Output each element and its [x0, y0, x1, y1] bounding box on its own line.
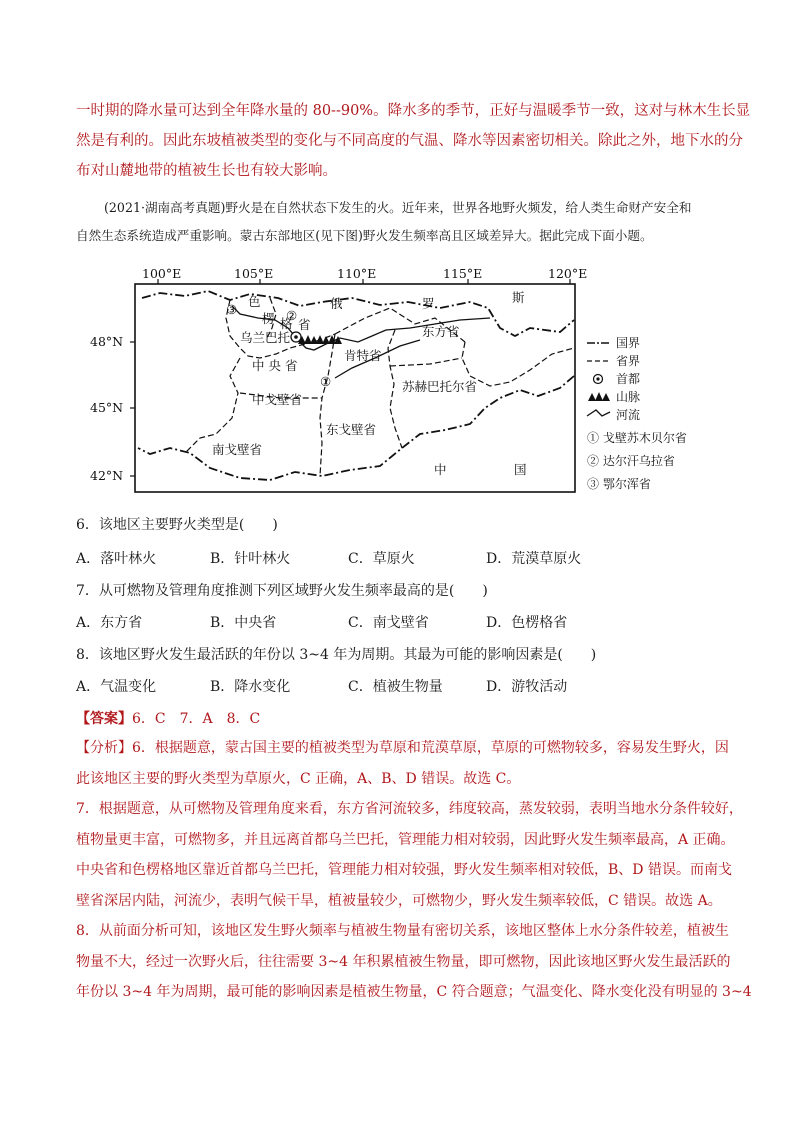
option-a[interactable]: A．东方省: [76, 615, 143, 631]
analysis-line: 8．从前面分析可知，该地区发生野火频率与植被生物量有密切关系，该地区整体上水分条件较差，植被生: [76, 923, 729, 939]
question-stem: 8．该地区野火发生最活跃的年份以 3~4 年为周期。其最为可能的影响因素是( ): [76, 647, 597, 663]
region-label: 苏赫巴托尔省: [402, 379, 478, 394]
question-stem: 6．该地区主要野火类型是( ): [76, 517, 278, 533]
legend-label: 河流: [616, 408, 641, 422]
lon-tick-label: 120°E: [548, 266, 588, 281]
region-label: 中戈壁省: [252, 392, 303, 407]
tick-marks: [130, 279, 570, 476]
option-b[interactable]: B．降水变化: [210, 679, 291, 695]
region-label: 东戈壁省: [326, 422, 377, 437]
legend-label: 首都: [616, 372, 641, 386]
option-d[interactable]: D．荒漠草原火: [486, 551, 582, 567]
region-label: 肯特省: [344, 348, 382, 363]
analysis-line: 7．根据题意，从可燃物及管理角度来看，东方省河流较多，纬度较高，蒸发较弱，表明当地水分条件较好，: [76, 801, 743, 817]
lat-tick-label: 42°N: [90, 468, 124, 483]
legend-note: ③ 鄂尔浑省: [587, 477, 651, 491]
region-label: 格: [280, 316, 293, 331]
lon-tick-label: 105°E: [234, 266, 274, 281]
analysis-line: 植物量更丰富，可燃物多，并且远离首都乌兰巴托，管理能力相对较弱，因此野火发生频率最高，A 正确。: [76, 831, 735, 848]
answer-label: 【答案】: [76, 711, 132, 727]
region-label: 中: [434, 462, 447, 477]
national-border: [142, 291, 574, 336]
lon-tick-label: 100°E: [142, 266, 182, 281]
region-label: 俄: [330, 296, 343, 311]
region-label: 色: [248, 294, 261, 309]
answer-text: 6．C 7．A 8．C: [132, 711, 261, 727]
paragraph-line: 一时期的降水量可达到全年降水量的 80--90%。降水多的季节，正好与温暖季节一致，这对与林木生长显: [76, 103, 751, 119]
region-label: 省: [298, 317, 311, 332]
option-a[interactable]: A．落叶林火: [76, 551, 157, 567]
province-marker: ②: [286, 308, 298, 323]
province-marker: ①: [320, 374, 332, 389]
analysis-line: 壁省深居内陆，河流少，表明气候干旱，植被量较少，可燃物少，野火发生频率较低，C 错误。故选 A。: [76, 892, 722, 909]
answer-line: [76, 708, 260, 728]
question-intro: [76, 194, 726, 250]
analysis-line: 年份以 3~4 年为周期，最可能的影响因素是植被生物量，C 符合题意；气温变化、降水变化没有明显的 3~4: [76, 984, 752, 1000]
analysis-line: 中央省和色楞格地区靠近首都乌兰巴托，管理能力相对较强，野火发生频率相对较低，B、D 错误。而南戈: [76, 862, 732, 878]
mongolia-wildfire-map: [90, 258, 790, 508]
legend-label: 山脉: [616, 390, 641, 404]
intro-line: 自然生态系统造成严重影响。蒙古东部地区(见下图)野火发生频率高且区域差异大。据此完成下面小题。: [76, 228, 653, 243]
lon-tick-label: 110°E: [337, 266, 377, 281]
legend-note: ② 达尔汗乌拉省: [587, 454, 675, 468]
analysis-line: 此该地区主要的野火类型为草原火，C 正确，A、B、D 错误。故选 C。: [76, 770, 521, 787]
option-a[interactable]: A．气温变化: [76, 679, 157, 695]
paragraph-line: 然是有利的。因此东坡植被类型的变化与不同高度的气温、降水等因素密切相关。除此之外，地下水的分: [76, 133, 743, 149]
region-label: 南戈壁省: [212, 442, 263, 457]
option-c[interactable]: C．草原火: [348, 551, 415, 567]
analysis-line: 【分析】6．根据题意，蒙古国主要的植被类型为草原和荒漠草原，草原的可燃物较多，容易发生野火，因: [76, 740, 729, 756]
option-b[interactable]: B．针叶林火: [210, 551, 291, 567]
option-b[interactable]: B．中央省: [210, 615, 277, 631]
option-c[interactable]: C．南戈壁省: [348, 615, 429, 631]
option-c[interactable]: C．植被生物量: [348, 679, 443, 695]
legend-label: 国界: [616, 336, 641, 350]
analysis-block: [76, 733, 752, 1008]
province-marker: ③: [226, 302, 238, 317]
option-d[interactable]: D．游牧活动: [486, 679, 568, 695]
region-label: 楞: [262, 311, 275, 326]
map-legend: [587, 336, 687, 491]
region-label: 东方省: [422, 324, 460, 339]
paragraph-line: 布对山麓地带的植被生长也有较大影响。: [76, 163, 337, 179]
region-label: 乌兰巴托: [240, 330, 291, 345]
region-label: 中 央 省: [252, 358, 298, 373]
top-paragraph: [76, 96, 751, 186]
lon-tick-label: 115°E: [443, 266, 483, 281]
question-stem: 7．从可燃物及管理角度推测下列区域野火发生频率最高的是( ): [76, 583, 488, 599]
option-d[interactable]: D．色楞格省: [486, 615, 568, 631]
region-label: 斯: [512, 290, 525, 305]
lat-tick-label: 48°N: [90, 334, 124, 349]
region-label: 罗: [422, 296, 435, 311]
legend-label: 省界: [616, 354, 641, 368]
intro-line: (2021·湖南高考真题)野火是在自然状态下发生的火。近年来，世界各地野火频发，给人类生命财产安全和: [104, 200, 692, 215]
lat-tick-label: 45°N: [90, 400, 124, 415]
analysis-line: 物量不大，经过一次野火后，往往需要 3~4 年积累植被生物量，即可燃物，因此该地区野火发生最活跃的: [76, 953, 731, 970]
legend-note: ① 戈壁苏木贝尔省: [587, 431, 687, 445]
region-label: 国: [514, 462, 527, 477]
